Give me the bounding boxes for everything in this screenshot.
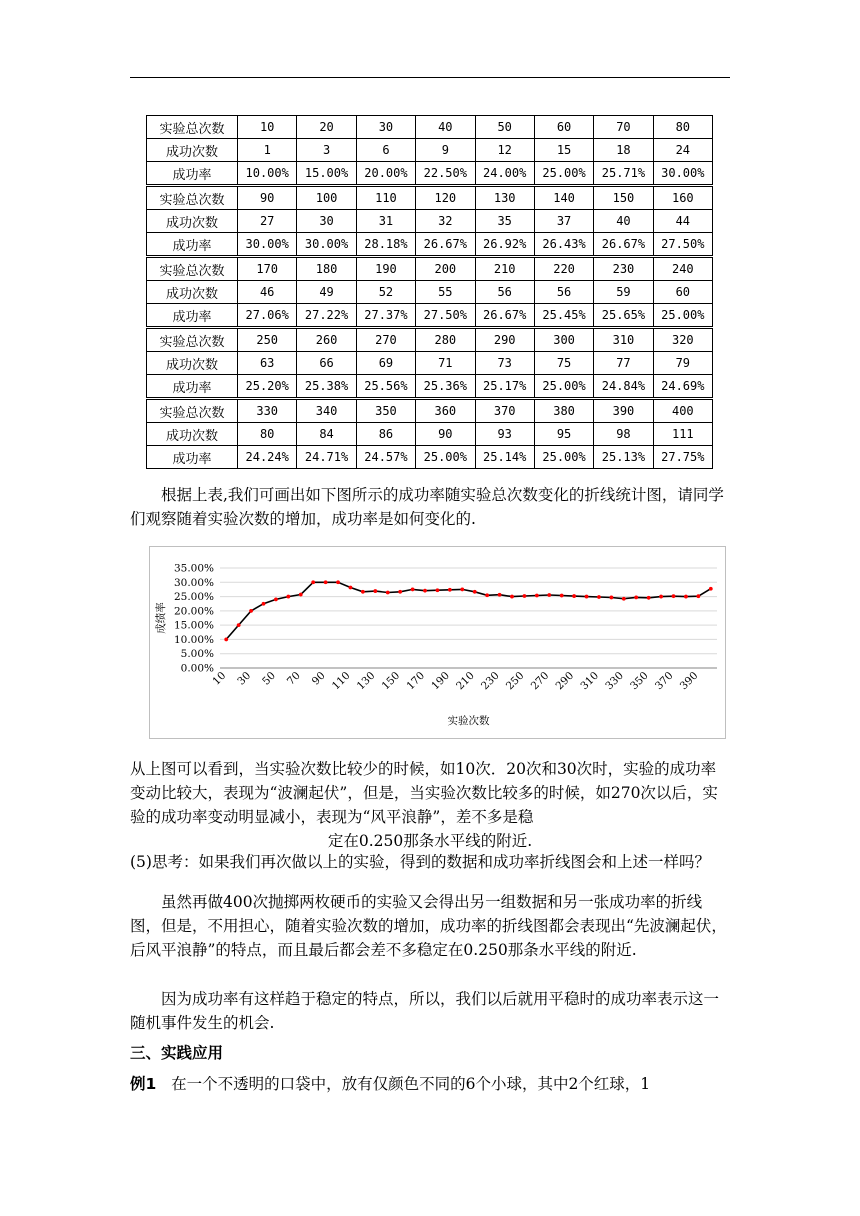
data-point — [585, 595, 589, 599]
table-cell: 90 — [416, 423, 475, 446]
x-tick-label: 370 — [652, 669, 676, 693]
table-cell: 30.00% — [297, 233, 356, 257]
table-cell: 93 — [475, 423, 534, 446]
table-cell: 56 — [475, 281, 534, 304]
observe-paragraph: 从上图可以看到，当实验次数比较少的时候，如10次．20次和30次时，实验的成功率变动比较大，表现为“波澜起伏”，但是，当实验次数比较多的时候，如270次以后，实验的成功率变动明显减小，表现为“风平浪静”，差不多是稳 — [130, 760, 718, 826]
x-tick-label: 130 — [354, 669, 378, 693]
y-tick-label: 5.00% — [180, 648, 214, 661]
table-cell: 25.36% — [416, 375, 475, 399]
table-row — [147, 328, 713, 352]
table-cell: 290 — [475, 328, 534, 352]
table-cell: 60 — [653, 281, 712, 304]
table-cell: 220 — [534, 257, 593, 281]
y-tick-label: 30.00% — [173, 576, 214, 589]
x-tick-label: 230 — [479, 669, 502, 693]
data-point — [361, 590, 365, 594]
data-table — [146, 115, 713, 469]
table-cell: 30.00% — [238, 233, 297, 257]
table-cell: 37 — [534, 210, 593, 233]
x-tick-label: 310 — [578, 669, 602, 693]
table-cell: 77 — [594, 352, 653, 375]
table-cell: 360 — [416, 399, 475, 423]
table-cell: 25.65% — [594, 304, 653, 328]
data-point — [237, 623, 241, 627]
table-cell: 25.00% — [534, 446, 593, 469]
data-point — [286, 595, 290, 599]
row-header: 实验总次数 — [147, 257, 238, 281]
table-row — [147, 375, 713, 399]
table-cell: 27.22% — [297, 304, 356, 328]
table-cell: 25.45% — [534, 304, 593, 328]
table-cell: 26.67% — [416, 233, 475, 257]
data-point — [709, 587, 713, 591]
table-row — [147, 446, 713, 469]
table-cell: 24.57% — [356, 446, 415, 469]
table-cell: 240 — [653, 257, 712, 281]
data-point — [373, 589, 377, 593]
table-cell: 270 — [356, 328, 415, 352]
data-point — [659, 595, 663, 599]
data-point — [523, 594, 527, 598]
table-cell: 20 — [297, 116, 356, 139]
row-header: 成功率 — [147, 446, 238, 469]
table-cell: 27 — [238, 210, 297, 233]
example-label: 例1 — [130, 1075, 157, 1093]
table-cell: 340 — [297, 399, 356, 423]
table-cell: 63 — [238, 352, 297, 375]
data-point — [684, 595, 688, 599]
table-cell: 40 — [594, 210, 653, 233]
table-cell: 69 — [356, 352, 415, 375]
row-header: 实验总次数 — [147, 399, 238, 423]
table-cell: 230 — [594, 257, 653, 281]
chart-svg — [150, 547, 725, 738]
data-point — [547, 593, 551, 597]
table-cell: 95 — [534, 423, 593, 446]
data-point — [634, 596, 638, 600]
x-tick-label: 190 — [429, 669, 452, 693]
row-header: 实验总次数 — [147, 116, 238, 139]
table-row — [147, 399, 713, 423]
table-cell: 120 — [416, 186, 475, 210]
y-tick-label: 25.00% — [173, 591, 214, 604]
data-point — [560, 594, 564, 598]
table-cell: 30.00% — [653, 162, 712, 186]
table-cell: 84 — [297, 423, 356, 446]
data-point — [672, 594, 676, 598]
table-cell: 25.38% — [297, 375, 356, 399]
table-cell: 390 — [594, 399, 653, 423]
x-axis-title: 实验次数 — [447, 715, 490, 727]
section-heading: 三、实践应用 — [130, 1044, 224, 1062]
x-tick-label: 390 — [677, 669, 701, 693]
data-point — [485, 593, 489, 597]
table-cell: 70 — [594, 116, 653, 139]
data-point — [597, 595, 601, 599]
table-cell: 150 — [594, 186, 653, 210]
x-tick-label: 110 — [329, 669, 353, 693]
think-question: (5)思考：如果我们再次做以上的实验，得到的数据和成功率折线图会和上述一样吗？ — [130, 853, 710, 871]
table-cell: 27.50% — [416, 304, 475, 328]
table-cell: 56 — [534, 281, 593, 304]
data-point — [324, 580, 328, 584]
y-tick-label: 35.00% — [173, 562, 214, 575]
intro-paragraph: 根据上表,我们可画出如下图所示的成功率随实验总次数变化的折线统计图，请同学们观察随着实验次数的增加，成功率是如何变化的. — [130, 486, 724, 528]
table-cell: 190 — [356, 257, 415, 281]
table-cell: 71 — [416, 352, 475, 375]
table-cell: 3 — [297, 139, 356, 162]
table-cell: 25.56% — [356, 375, 415, 399]
table-cell: 6 — [356, 139, 415, 162]
y-axis-title: 成绩率 — [155, 602, 167, 634]
table-cell: 80 — [653, 116, 712, 139]
table-cell: 24.71% — [297, 446, 356, 469]
table-cell: 26.67% — [475, 304, 534, 328]
table-cell: 59 — [594, 281, 653, 304]
data-point — [423, 589, 427, 593]
table-cell: 27.06% — [238, 304, 297, 328]
table-cell: 27.75% — [653, 446, 712, 469]
data-point — [224, 638, 228, 642]
table-cell: 50 — [475, 116, 534, 139]
table-cell: 15.00% — [297, 162, 356, 186]
table-cell: 25.17% — [475, 375, 534, 399]
data-point — [262, 602, 266, 606]
table-cell: 160 — [653, 186, 712, 210]
row-header: 成功率 — [147, 304, 238, 328]
x-tick-label: 70 — [284, 669, 303, 688]
table-cell: 25.13% — [594, 446, 653, 469]
table-cell: 12 — [475, 139, 534, 162]
table-row — [147, 257, 713, 281]
table-cell: 26.43% — [534, 233, 593, 257]
table-cell: 27.50% — [653, 233, 712, 257]
table-row — [147, 210, 713, 233]
table-cell: 25.00% — [534, 375, 593, 399]
table-cell: 111 — [653, 423, 712, 446]
table-cell: 24.00% — [475, 162, 534, 186]
row-header: 成功率 — [147, 375, 238, 399]
row-header: 成功次数 — [147, 281, 238, 304]
answer-paragraph: 虽然再做400次抛掷两枚硬币的实验又会得出另一组数据和另一张成功率的折线图，但是，不用担心，随着实验次数的增加，成功率的折线图都会表现出“先波澜起伏，后风平浪静”的特点，而且最后都会差不多稳定在0.250那条水平线的附近. — [130, 893, 727, 959]
table-cell: 180 — [297, 257, 356, 281]
table-cell: 25.00% — [534, 162, 593, 186]
row-header: 成功次数 — [147, 139, 238, 162]
table-cell: 66 — [297, 352, 356, 375]
table-cell: 130 — [475, 186, 534, 210]
table-cell: 250 — [238, 328, 297, 352]
data-point — [311, 580, 315, 584]
row-header: 成功率 — [147, 162, 238, 186]
data-point — [398, 590, 402, 594]
x-tick-label: 350 — [628, 669, 651, 693]
data-point — [274, 598, 278, 602]
table-cell: 40 — [416, 116, 475, 139]
table-cell: 32 — [416, 210, 475, 233]
table-cell: 28.18% — [356, 233, 415, 257]
data-point — [647, 596, 651, 600]
table-cell: 46 — [238, 281, 297, 304]
table-cell: 100 — [297, 186, 356, 210]
y-tick-label: 20.00% — [173, 605, 214, 618]
data-point — [622, 597, 626, 601]
data-point — [510, 595, 514, 599]
table-cell: 400 — [653, 399, 712, 423]
table-row — [147, 281, 713, 304]
table-cell: 90 — [238, 186, 297, 210]
table-cell: 350 — [356, 399, 415, 423]
table-cell: 27.37% — [356, 304, 415, 328]
table-cell: 24.84% — [594, 375, 653, 399]
table-cell: 10.00% — [238, 162, 297, 186]
data-point — [299, 593, 303, 597]
example-text: 在一个不透明的口袋中，放有仅颜色不同的6个小球，其中2个红球，1 — [171, 1075, 651, 1093]
table-cell: 44 — [653, 210, 712, 233]
table-cell: 260 — [297, 328, 356, 352]
conclusion-paragraph: 因为成功率有这样趋于稳定的特点，所以，我们以后就用平稳时的成功率表示这一随机事件发生的机会. — [130, 990, 720, 1032]
table-cell: 18 — [594, 139, 653, 162]
data-point — [349, 586, 353, 590]
table-cell: 25.20% — [238, 375, 297, 399]
table-row — [147, 423, 713, 446]
row-header: 实验总次数 — [147, 186, 238, 210]
row-header: 成功次数 — [147, 352, 238, 375]
table-cell: 86 — [356, 423, 415, 446]
x-tick-label: 290 — [553, 669, 577, 693]
x-tick-label: 10 — [210, 669, 229, 688]
line-chart — [149, 546, 726, 739]
table-cell: 200 — [416, 257, 475, 281]
data-point — [448, 588, 452, 592]
table-cell: 9 — [416, 139, 475, 162]
data-point — [609, 596, 613, 600]
x-tick-label: 170 — [404, 669, 428, 693]
table-cell: 22.50% — [416, 162, 475, 186]
table-cell: 210 — [475, 257, 534, 281]
table-row — [147, 162, 713, 186]
table-cell: 170 — [238, 257, 297, 281]
x-tick-label: 150 — [379, 669, 403, 693]
table-cell: 24 — [653, 139, 712, 162]
table-cell: 370 — [475, 399, 534, 423]
table-cell: 25.00% — [653, 304, 712, 328]
row-header: 实验总次数 — [147, 328, 238, 352]
table-row — [147, 139, 713, 162]
x-tick-label: 50 — [260, 669, 279, 688]
data-point — [436, 588, 440, 592]
data-point — [572, 594, 576, 598]
data-point — [411, 588, 415, 592]
y-tick-label: 15.00% — [173, 619, 214, 632]
observe-paragraph-end: 定在0.250那条水平线的附近. — [327, 832, 533, 850]
table-cell: 60 — [534, 116, 593, 139]
data-point — [498, 593, 502, 597]
table-cell: 1 — [238, 139, 297, 162]
table-cell: 79 — [653, 352, 712, 375]
header-rule — [130, 77, 730, 78]
table-cell: 26.92% — [475, 233, 534, 257]
table-cell: 24.69% — [653, 375, 712, 399]
table-cell: 15 — [534, 139, 593, 162]
table-cell: 330 — [238, 399, 297, 423]
table-cell: 310 — [594, 328, 653, 352]
table-cell: 380 — [534, 399, 593, 423]
table-row — [147, 116, 713, 139]
table-cell: 24.24% — [238, 446, 297, 469]
table-cell: 110 — [356, 186, 415, 210]
table-cell: 300 — [534, 328, 593, 352]
data-point — [460, 588, 464, 592]
y-tick-label: 10.00% — [173, 633, 214, 646]
table-cell: 73 — [475, 352, 534, 375]
table-row — [147, 304, 713, 328]
x-tick-label: 330 — [603, 669, 626, 693]
table-cell: 10 — [238, 116, 297, 139]
table-cell: 75 — [534, 352, 593, 375]
data-point — [696, 594, 700, 598]
table-cell: 25.14% — [475, 446, 534, 469]
table-cell: 98 — [594, 423, 653, 446]
example-paragraph — [130, 1072, 730, 1096]
table-cell: 49 — [297, 281, 356, 304]
table-cell: 20.00% — [356, 162, 415, 186]
table-cell: 280 — [416, 328, 475, 352]
table-cell: 30 — [297, 210, 356, 233]
row-header: 成功次数 — [147, 423, 238, 446]
data-point — [336, 580, 340, 584]
table-cell: 52 — [356, 281, 415, 304]
table-cell: 35 — [475, 210, 534, 233]
table-cell: 30 — [356, 116, 415, 139]
x-tick-label: 90 — [309, 669, 328, 688]
x-tick-label: 210 — [454, 669, 477, 693]
table-cell: 55 — [416, 281, 475, 304]
data-point — [249, 609, 253, 613]
x-tick-label: 270 — [528, 669, 552, 693]
row-header: 成功次数 — [147, 210, 238, 233]
table-cell: 26.67% — [594, 233, 653, 257]
data-point — [473, 590, 477, 594]
table-cell: 31 — [356, 210, 415, 233]
y-tick-label: 0.00% — [180, 662, 214, 675]
table-cell: 140 — [534, 186, 593, 210]
table-cell: 320 — [653, 328, 712, 352]
data-point — [535, 594, 539, 598]
table-row — [147, 352, 713, 375]
data-point — [386, 591, 390, 595]
row-header: 成功率 — [147, 233, 238, 257]
x-tick-label: 30 — [235, 669, 254, 688]
table-row — [147, 186, 713, 210]
x-tick-label: 250 — [503, 669, 527, 693]
table-cell: 25.71% — [594, 162, 653, 186]
table-row — [147, 233, 713, 257]
table-cell: 25.00% — [416, 446, 475, 469]
table-cell: 80 — [238, 423, 297, 446]
